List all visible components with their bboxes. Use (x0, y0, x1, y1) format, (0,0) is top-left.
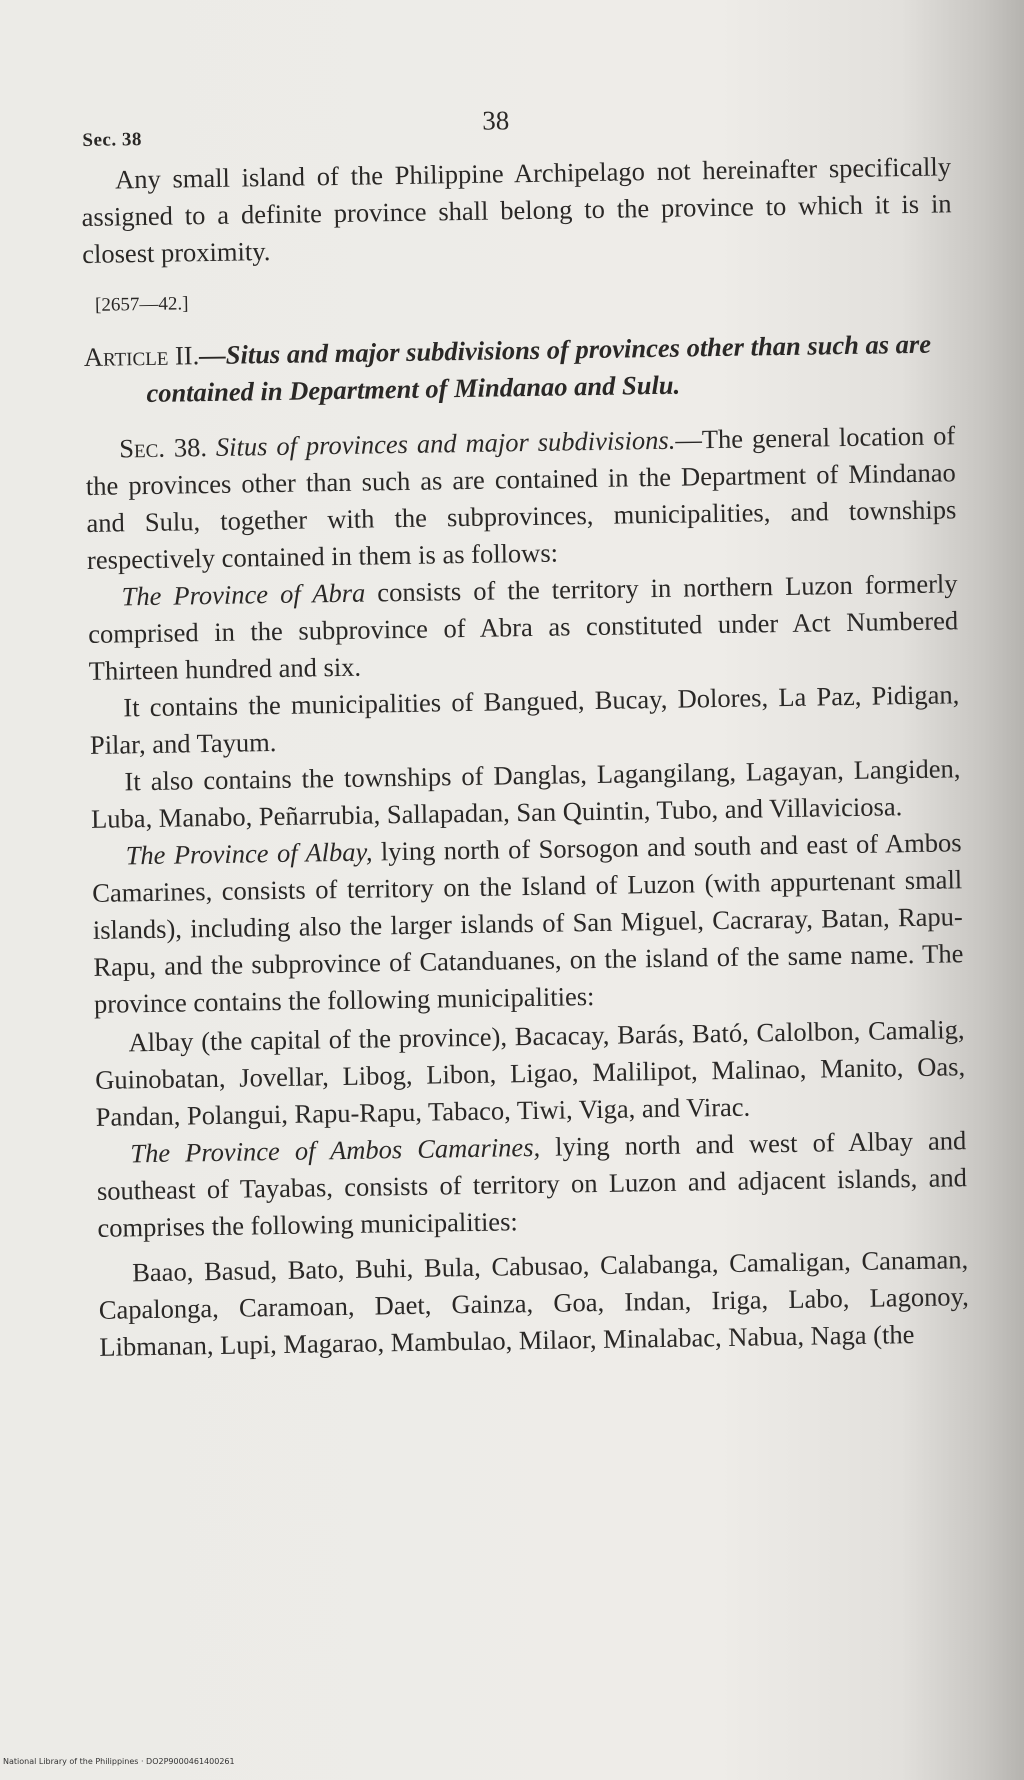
camarines-paragraph (96, 1122, 968, 1247)
section-number: Sec. 38. (119, 432, 208, 464)
camarines-title: The Province of Ambos Camarines, (130, 1131, 541, 1169)
scan-footer: National Library of the Philippines · DO2P9000461400261 (3, 1757, 235, 1766)
running-section-label: Sec. 38 (82, 129, 143, 151)
page-number: 38 (481, 105, 510, 136)
abra-paragraph (87, 565, 959, 690)
statute-reference: [2657—42.] (94, 293, 189, 316)
section-title: Situs of provinces and major subdivisions. (215, 424, 676, 462)
abra-body: consists of the territory in northern Luzon formerly comprised in the subprovince of Abra as constituted under Act Numbered Thirteen hundred and six. (87, 568, 959, 686)
albay-municipality-list: Albay (the capital of the province), Bacacay, Barás, Bató, Calolbon, Camalig, Guinobatan, Jovellar, Libog, Libon, Ligao, Malilipot, Malinao, Manito, Oas, Pandan, Polangui, Rapu-Rapu, Tabaco, Tiwi, Viga, and Virac. (94, 1014, 966, 1132)
section-body: —The general location of the provinces other than such as are contained in the Department of Mindanao and Sulu, together with the subprovinces, municipalities, and townships respectively contained in them is as follows: (85, 420, 957, 575)
article-title: —Situs and major subdivisions of provinces other than such as are contained in Department of Mindanao and Sulu. (146, 328, 932, 408)
paragraph-small-islands: Any small island of the Philippine Archipelago not hereinafter specifically assigned to a definite province shall belong to the province to which it is in closest proximity. (81, 151, 952, 269)
article-heading (84, 325, 955, 413)
albay-paragraph (91, 824, 964, 1023)
section-38-paragraph (85, 417, 957, 579)
document-page (80, 98, 970, 1366)
albay-body: lying north of Sorsogon and south and east of Ambos Camarines, consists of territory on the Island of Luzon (with appurtenant small islands), including also the larger islands of San Miguel, Cacraray, Batan, Rapu-Rapu, and the subprovince of Catanduanes, on the island of the same name. The province contains the following municipalities: (92, 827, 964, 1019)
abra-townships: It also contains the townships of Danglas, Lagangilang, Lagayan, Langiden, Luba, Manabo, Peñarrubia, Sallapadan, San Quintin, Tubo, and Villaviciosa. (90, 753, 961, 834)
abra-title: The Province of Abra (121, 577, 366, 612)
albay-title: The Province of Albay, (125, 836, 373, 871)
abra-municipalities: It contains the municipalities of Bangued, Bucay, Dolores, La Paz, Pidigan, Pilar, and Tayum. (89, 679, 960, 760)
camarines-body: lying north and west of Albay and southeast of Tayabas, consists of territory on Luzon and adjacent islands, and comprises the following municipalities: (96, 1125, 968, 1243)
camarines-municipality-list: Baao, Basud, Bato, Buhi, Bula, Cabusao, Calabanga, Camaligan, Canaman, Capalonga, Caramoan, Daet, Gainza, Goa, Indan, Iriga, Labo, Lagonoy, Libmanan, Lupi, Magarao, Mambulao, Milaor, Minalabac, Nabua, Naga (the (98, 1244, 969, 1362)
article-number: Article II. (83, 340, 200, 372)
